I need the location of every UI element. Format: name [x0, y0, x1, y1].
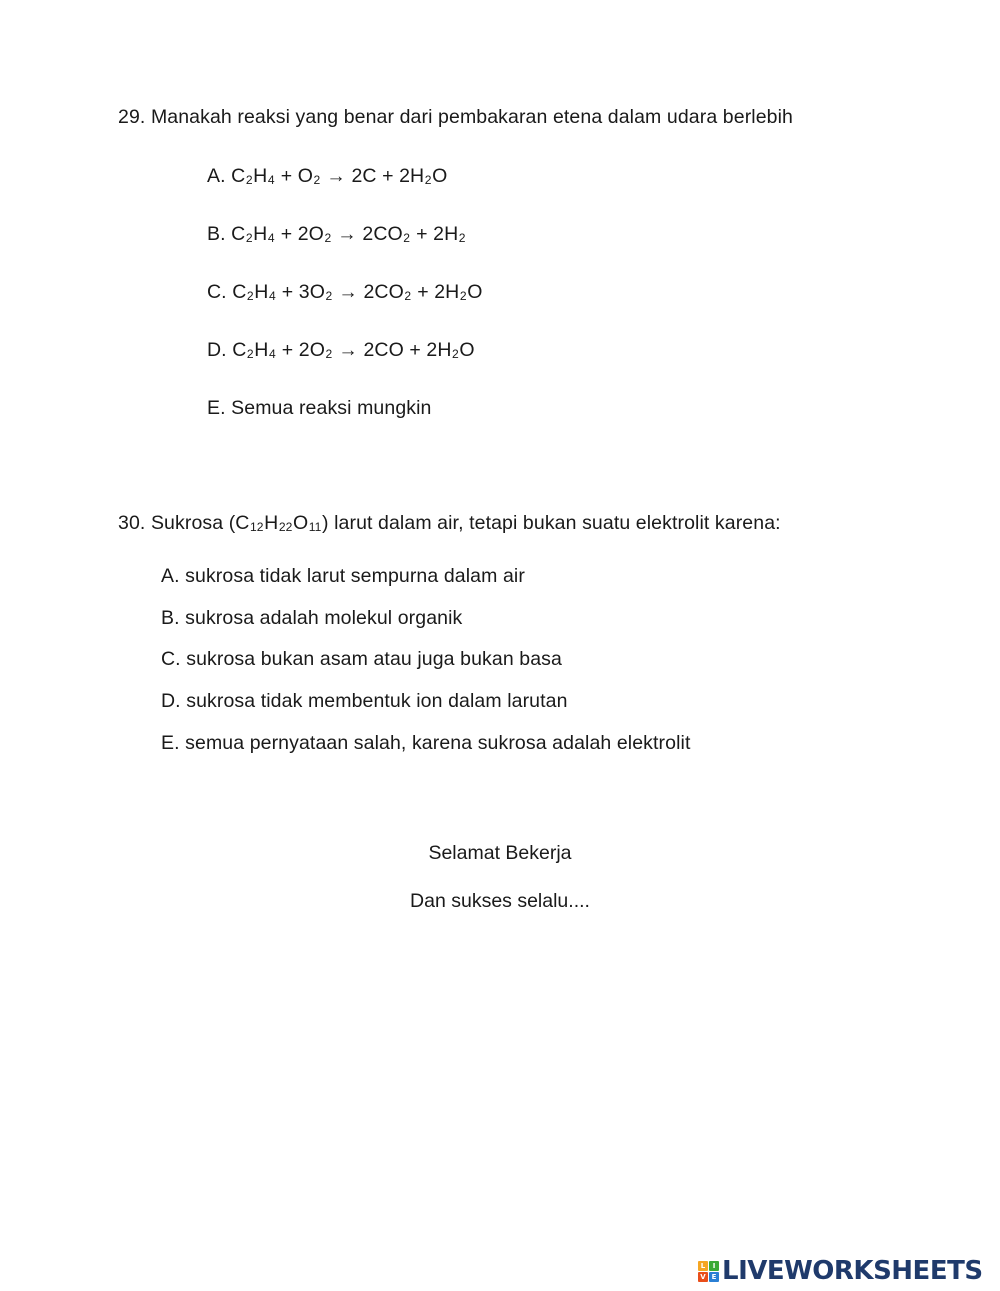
q30-option-c	[161, 650, 562, 670]
question-29-prompt: Manakah reaksi yang benar dari pembakaran etena dalam udara berlebih	[150, 106, 793, 128]
q29-option-c-letter: C.	[207, 281, 227, 303]
logo-blocks-icon	[698, 1261, 719, 1282]
q29-option-a-formula: $C_2H_4 + O_2 \to 2C + 2H_2O$	[231, 165, 448, 188]
logo-block: L	[698, 1261, 708, 1271]
logo-block: E	[709, 1272, 719, 1282]
q30-option-b-letter: B.	[161, 607, 180, 629]
q30-option-a-letter: A.	[161, 565, 180, 587]
q29-option-a-letter: A.	[207, 165, 226, 187]
liveworksheets-logo	[698, 1256, 983, 1286]
question-30-prompt: Sukrosa $(C_{12}H_{22}O_{11})$ larut dalam air, tetapi bukan suatu elektrolit karena:	[150, 512, 781, 535]
logo-block: V	[698, 1272, 708, 1282]
question-29-text	[118, 108, 793, 128]
q29-option-b-letter: B.	[207, 223, 226, 245]
q29-option-e-text: Semua reaksi mungkin	[231, 397, 432, 419]
q30-option-b	[161, 609, 462, 629]
q30-option-e	[161, 734, 690, 754]
q30-option-c-text: sukrosa bukan asam atau juga bukan basa	[186, 648, 562, 670]
question-30-text	[118, 514, 781, 534]
q30-option-c-letter: C.	[161, 648, 181, 670]
closing-line-2: Dan sukses selalu....	[410, 890, 590, 912]
q29-option-e-letter: E.	[207, 397, 226, 419]
question-29-number: 29.	[118, 106, 146, 128]
q29-option-d	[207, 341, 475, 361]
q29-option-d-letter: D.	[207, 339, 227, 361]
q30-option-e-text: semua pernyataan salah, karena sukrosa adalah elektrolit	[185, 732, 691, 754]
q29-option-c	[207, 283, 482, 303]
q30-option-d	[161, 692, 568, 712]
q30-option-d-letter: D.	[161, 690, 181, 712]
q29-option-c-formula: $C_2H_4 + 3O_2 \to 2CO_2 + 2H_2O$	[232, 281, 483, 304]
q29-option-b	[207, 225, 466, 245]
q30-option-a-text: sukrosa tidak larut sempurna dalam air	[185, 565, 525, 587]
q30-option-a	[161, 567, 525, 587]
q30-option-d-text: sukrosa tidak membentuk ion dalam larutan	[186, 690, 568, 712]
q29-option-b-formula: $C_2H_4 + 2O_2 \to 2CO_2 + 2H_2$	[231, 223, 466, 246]
logo-text: LIVEWORKSHEETS	[722, 1256, 983, 1286]
q30-option-e-letter: E.	[161, 732, 180, 754]
logo-block: I	[709, 1261, 719, 1271]
q29-option-e	[207, 399, 432, 419]
q29-option-a	[207, 167, 447, 187]
q29-option-d-formula: $C_2H_4 + 2O_2 \to 2CO + 2H_2O$	[232, 339, 475, 362]
q30-option-b-text: sukrosa adalah molekul organik	[185, 607, 463, 629]
closing-line-1: Selamat Bekerja	[428, 842, 572, 864]
question-30-number: 30.	[118, 512, 146, 534]
